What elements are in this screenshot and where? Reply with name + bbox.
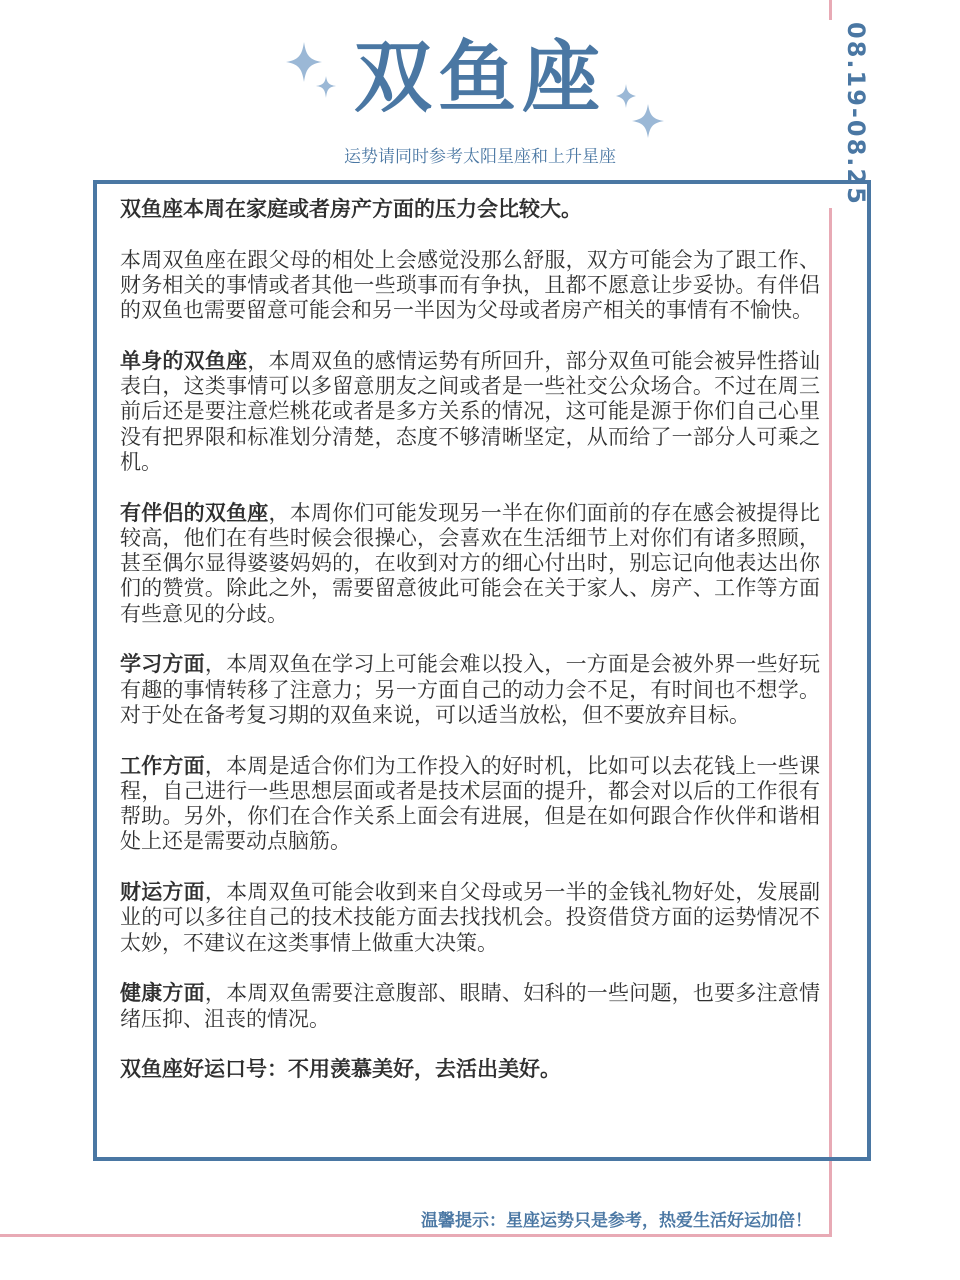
section-text: ，本周双鱼需要注意腹部、眼睛、妇科的一些问题，也要多注意情绪压抑、沮丧的情况。 [120,981,820,1031]
section-partnered [120,501,820,627]
intro-paragraph: 本周双鱼座在跟父母的相处上会感觉没那么舒服，双方可能会为了跟工作、财务相关的事情或者其他一些琐事而有争执，且都不愿意让步妥协。有伴侣的双鱼也需要留意可能会和另一半因为父母或者房产相关的事情有不愉快。 [120,247,820,323]
section-label: 学习方面 [120,652,205,677]
footer-tip: 温馨提示：星座运势只是参考，热爱生活好运加倍！ [421,1211,812,1231]
section-label: 工作方面 [120,753,205,778]
section-text: ，本周你们可能发现另一半在你们面前的存在感会被提得比较高，他们在有些时候会很操心，会喜欢在生活细节上对你们有诸多照顾，甚至偶尔显得婆婆妈妈的，在收到对方的细心付出时，别忘记向他表达出你们的赞赏。除此之外，需要留意彼此可能会在关于家人、房产、工作等方面有些意见的分歧。 [120,500,820,626]
page-title: 双鱼座 [353,33,606,123]
section-label: 健康方面 [120,981,205,1006]
section-study [120,652,820,728]
section-label: 财运方面 [120,880,205,905]
date-range: 08.19-08.25 [826,20,870,208]
pink-horizontal-line [0,1234,832,1237]
section-single [120,349,820,475]
section-label: 有伴侣的双鱼座 [120,500,269,525]
section-text: ，本周双鱼的感情运势有所回升，部分双鱼可能会被异性搭讪表白，这类事情可以多留意朋友之间或者是一些社交公众场合。不过在周三前后还是要注意烂桃花或者是多方关系的情况，这可能是源于你们自己心里没有把界限和标准划分清楚，态度不够清晰坚定，从而给了一部分人可乘之机。 [120,348,820,474]
section-work [120,754,820,855]
section-wealth [120,880,820,956]
page-subtitle: 运势请同时参考太阳星座和上升星座 [344,147,616,167]
section-health [120,981,820,1032]
section-text: ，本周双鱼可能会收到来自父母或另一半的金钱礼物好处，发展副业的可以多往自己的技术技能方面去找找机会。投资借贷方面的运势情况不太妙，不建议在这类事情上做重大决策。 [120,880,820,955]
section-label: 单身的双鱼座 [120,348,248,373]
section-text: ，本周是适合你们为工作投入的好时机，比如可以去花钱上一些课程，自己进行一些思想层面或者是技术层面的提升，都会对以后的工作很有帮助。另外，你们在合作关系上面会有进展，但是在如何跟合作伙伴和谐相处上还是需要动点脑筋。 [120,753,820,854]
headline: 双鱼座本周在家庭或者房产方面的压力会比较大。 [120,197,582,221]
horoscope-content [120,197,820,1108]
slogan: 双鱼座好运口号：不用羡慕美好，去活出美好。 [120,1057,561,1082]
section-text: ，本周双鱼在学习上可能会难以投入，一方面是会被外界一些好玩有趣的事情转移了注意力；另一方面自己的动力会不足，有时间也不想学。对于处在备考复习期的双鱼来说，可以适当放松，但不要放弃目标。 [120,652,820,727]
